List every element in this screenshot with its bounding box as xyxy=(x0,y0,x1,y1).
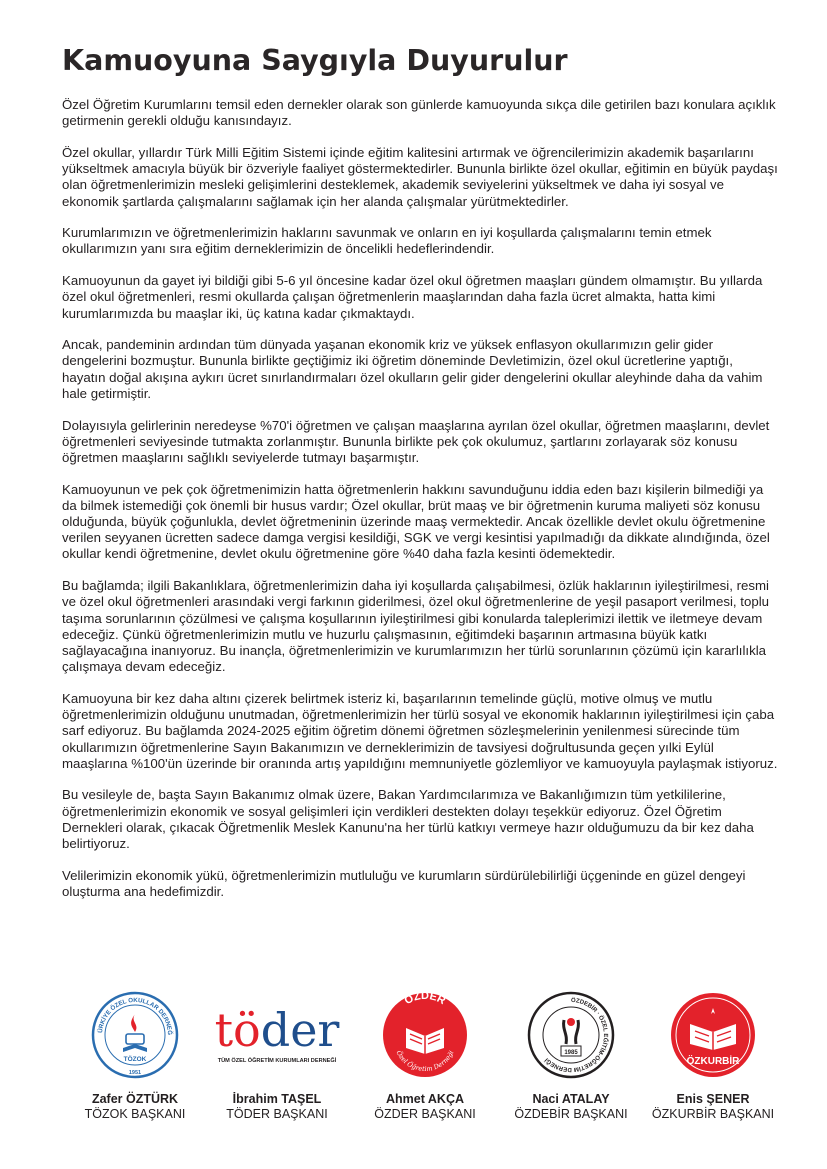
tozok-year: 1951 xyxy=(128,1070,142,1076)
signature-ozkurbir xyxy=(638,990,788,1121)
ozdebir-logo xyxy=(496,990,646,1080)
ozkurbir-logo xyxy=(638,990,788,1080)
toder-wordmark-icon xyxy=(203,1000,351,1070)
signature-tozok xyxy=(60,990,210,1121)
ozdebir-year: 1985 xyxy=(564,1050,578,1056)
signatory-role: TÖDER BAŞKANI xyxy=(226,1107,328,1121)
tozok-ring-text: ÜRKİYE ÖZEL OKULLAR DERNEĞ xyxy=(97,996,174,1036)
paragraph: Kamuoyuna bir kez daha altını çizerek belirtmek isteriz ki, başarılarının temelinde güçlü, motive olmuş ve mutlu öğretmenlerimizin olduğunu unutmadan, öğretmenlerimizin her türlü sosyal ve ekonomik haklarının iyileştirilmesi için çaba sarf ediyoruz. Bu bağlamda 2024-2025 eğitim öğretim dönemi öğretmen sözleşmelerinin yenilenmesi sürecinde tüm okullarımızın öğretmenlerine Sayın Bakanımızın ve derneklerimizin de tavsiyesi doğrultusunda geçen yılki Eylül maaşlarına %100'ün üzerinde bir oranında artış yapıldığını memnuniyetle gözlemliyor ve kamuoyuyla paylaşmak istiyoruz. xyxy=(62,690,778,771)
tozok-logo xyxy=(60,990,210,1080)
toder-subtitle: TÜM ÖZEL ÖĞRETİM KURUMLARI DERNEĞİ xyxy=(217,1058,337,1064)
ozder-top-text: ÖZDER xyxy=(402,990,448,1008)
ozder-emblem-icon xyxy=(380,990,470,1080)
signatory-role: ÖZKURBİR BAŞKANI xyxy=(651,1107,775,1121)
ozdebir-ring-text: ÖZDEBİR · ÖZEL EĞİTİM-ÖĞRETİM DERNEĞİ xyxy=(544,997,608,1073)
signature-toder xyxy=(202,990,352,1121)
tozok-emblem-icon xyxy=(90,990,180,1080)
signatory-role: TÖZOK BAŞKANI xyxy=(84,1107,186,1121)
signatory-name: Naci ATALAY xyxy=(532,1092,610,1106)
ozder-logo xyxy=(350,990,500,1080)
paragraph: Bu vesileyle de, başta Sayın Bakanımız olmak üzere, Bakan Yardımcılarımıza ve Bakanlığımızın tüm yetkililerine, öğretmenlerimizin ekonomik ve sosyal gelişimleri için verdikleri destekten dolayı teşekkür ediyoruz. Özel Öğretim Dernekleri olarak, çıkacak Öğretmenlik Meslek Kanunu'na her türlü katkıyı vermeye hazır olduğumuzu da bir kez daha belirtiyoruz. xyxy=(62,787,754,852)
paragraph: Özel okullar, yıllardır Türk Milli Eğitim Sistemi içinde eğitim kalitesini artırmak ve öğrencilerimizin akademik başarılarını yükseltmek amacıyla büyük bir özveriyle faaliyet göstermektedirler. Bununla birlikte özel okullar, eğitimin en büyük paydaşı olan öğretmenlerimizin mesleki gelişimlerini desteklemek, akademik seviyelerini yükseltmek ve daha iyi sosyal ve ekonomik şartlarda çalışmalarını sağlamak için her alanda çalışmalar yürütmektedirler. xyxy=(62,144,778,209)
signatory-name: İbrahim TAŞEL xyxy=(232,1092,322,1106)
paragraph: Bu bağlamda; ilgili Bakanlıklara, öğretmenlerimizin daha iyi koşullarda çalışabilmesi, özlük haklarının iyileştirilmesi, resmi ve özel okul öğretmenleri arasındaki vergi farkının giderilmesi, özel okul öğretmenlerine de yeşil pasaport verilmesi, toplu taşıma sorunlarının çözülmesi ve çalışma koşullarının iyileştirilmesi gibi konularda taleplerimizi ilettik ve iletmeye devam edeceğiz. Çünkü öğretmenlerimizin mutlu ve huzurlu çalışmasının, eğitimdeki başarının artmasına büyük katkı sağlayacağına inanıyoruz. Bu inançla, öğretmenlerimizin ve kurumlarımızın her türlü sorunlarının çözümü için kararlılıkla çalışmaya devam edeceğiz. xyxy=(62,578,770,675)
paragraph: Özel Öğretim Kurumlarını temsil eden dernekler olarak son günlerde kamuoyunda sıkça dile getirilen bazı konulara açıklık getirmenin gerekli olduğu kanısındayız. xyxy=(62,97,776,129)
signatory-role: ÖZDEBİR BAŞKANI xyxy=(514,1107,628,1121)
paragraph: Ancak, pandeminin ardından tüm dünyada yaşanan ekonomik kriz ve yüksek enflasyon okullarımızın gelir gider dengelerini bozmuştur. Bununla birlikte geçtiğimiz iki öğretim döneminde Devletimizin, özel okul ücretlerine yaptığı, hayatın doğal akışına aykırı ücret sınırlandırmaları özel okulların gelir gider dengelerini okullar aleyhinde daha da vahim hale getirmiştir. xyxy=(62,337,763,401)
ozkurbir-abbr: ÖZKURBİR xyxy=(686,1056,740,1067)
announcement-body xyxy=(62,97,778,916)
signatory-name: Ahmet AKÇA xyxy=(385,1092,464,1106)
paragraph: Kamuoyunun da gayet iyi bildiği gibi 5-6 yıl öncesine kadar özel okul öğretmen maaşları gündem olmamıştır. Bu yıllarda özel okul öğretmenleri, resmi okullarda çalışan öğretmenlerin maaşlarından daha fazla ücret almakta, hatta kimi kurumlarımızda bu maaşlar iki, üç katına kadar çıkmaktaydı. xyxy=(62,273,763,321)
signatory-role: ÖZDER BAŞKANI xyxy=(374,1107,476,1121)
page-title: Kamuoyuna Saygıyla Duyurulur xyxy=(62,44,568,77)
signatory-name: Enis ŞENER xyxy=(676,1092,750,1106)
signature-ozdebir xyxy=(496,990,646,1121)
paragraph: Velilerimizin ekonomik yükü, öğretmenlerimizin mutluluğu ve kurumların sürdürülebilirliği üçgeninde en güzel dengeyi oluşturma ana hedefimizdir. xyxy=(62,867,746,899)
tozok-abbr: TÖZOK xyxy=(123,1056,147,1063)
ozder-bottom-text: Özel Öğretim Derneği xyxy=(394,1049,456,1074)
paragraph: Dolayısıyla gelirlerinin neredeyse %70'i öğretmen ve çalışan maaşlarına ayrılan özel okullar, öğretmen maaşlarını, devlet öğretmenleri seviyesinde tutmakta zorlanmıştır. Bununla birlikte pek çok okulumuz, şartlarını zorlayarak söz konusu öğretmen maaşlarını sağlıklı seviyelerde tutmayı başarmıştır. xyxy=(62,417,770,465)
paragraph: Kurumlarımızın ve öğretmenlerimizin haklarını savunmak ve onların en iyi koşullarda çalışmalarını temin etmek okullarımızın yanı sıra eğitim derneklerimizin de öncelikli hedeflerindendir. xyxy=(62,225,712,257)
ozdebir-emblem-icon xyxy=(526,990,616,1080)
signature-ozder xyxy=(350,990,500,1121)
toder-logo xyxy=(202,990,352,1080)
toder-wordmark: töder xyxy=(214,1003,340,1057)
signatures-row xyxy=(60,990,780,1160)
signatory-name: Zafer ÖZTÜRK xyxy=(91,1092,179,1106)
ozkurbir-emblem-icon xyxy=(668,990,758,1080)
paragraph: Kamuoyunun ve pek çok öğretmenimizin hatta öğretmenlerin hakkını savunduğunu iddia eden bazı kişilerin bilmediği ya da bilmek istemediği çok önemli bir husus vardır; Özel okullar, brüt maaş ve bir öğretmenin kuruma maliyeti söz konusu olduğunda, büyük çoğunlukla, devlet öğretmeninin üzerinde maaş vermektedir. Ancak özellikle devlet okulu öğretmenine verilen seyyanen ücretten sadece damga vergisi kesildiği, SGK ve vergi kesintisi yapılmadığı da dikkate alındığında, özel okullar kendi öğretmenine, devlet okulu öğretmenine göre %40 daha fazla kesinti ödemektedir. xyxy=(62,481,770,562)
